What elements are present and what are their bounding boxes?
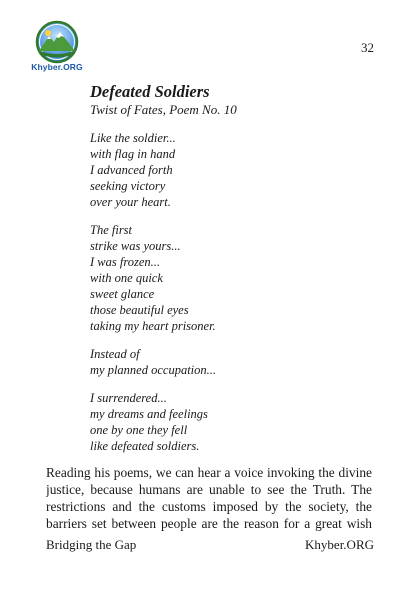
poem [90,83,380,454]
poem-line: strike was yours... [90,239,181,253]
stanza [90,346,380,378]
footer-book-title: Bridging the Gap [46,537,137,552]
paragraph-line: barriers set between people are the reason for a great wish [46,516,372,531]
paragraph-line: Reading his poems, we can hear a voice invoking the divine [46,465,372,480]
poem-line: with flag in hand [90,147,176,161]
poem-subtitle: Twist of Fates, Poem No. 10 [90,102,237,117]
poem-line: those beautiful eyes [90,303,189,317]
poem-line: over your heart. [90,195,171,209]
poem-line: Instead of [90,347,140,361]
poem-line: one by one they fell [90,423,188,437]
mountain-logo-icon [26,20,88,64]
poem-line: I was frozen... [90,255,161,269]
stanza [90,390,380,454]
poem-line: sweet glance [90,287,155,301]
poem-line: The first [90,223,133,237]
stanza [90,222,380,334]
footer-site-name: Khyber.ORG [305,537,374,552]
poem-line: like defeated soldiers. [90,439,200,453]
poem-line: my planned occupation... [90,363,217,377]
poem-line: I surrendered... [90,391,167,405]
poem-line: taking my heart prisoner. [90,319,216,333]
poem-line: my dreams and feelings [90,407,208,421]
poem-line: seeking victory [90,179,166,193]
logo-text: Khyber.ORG [31,62,83,72]
poem-title: Defeated Soldiers [90,82,210,101]
khyber-logo [26,20,88,76]
body-paragraph [46,464,372,532]
poem-line: with one quick [90,271,163,285]
page-number: 32 [361,40,374,55]
poem-line: I advanced forth [90,163,173,177]
paragraph-line: justice, because humans are unable to see the Truth. The [46,482,372,497]
paragraph-line: restrictions and the customs imposed by the society, the [46,499,372,514]
stanza [90,130,380,210]
poem-line: Like the soldier... [90,131,176,145]
